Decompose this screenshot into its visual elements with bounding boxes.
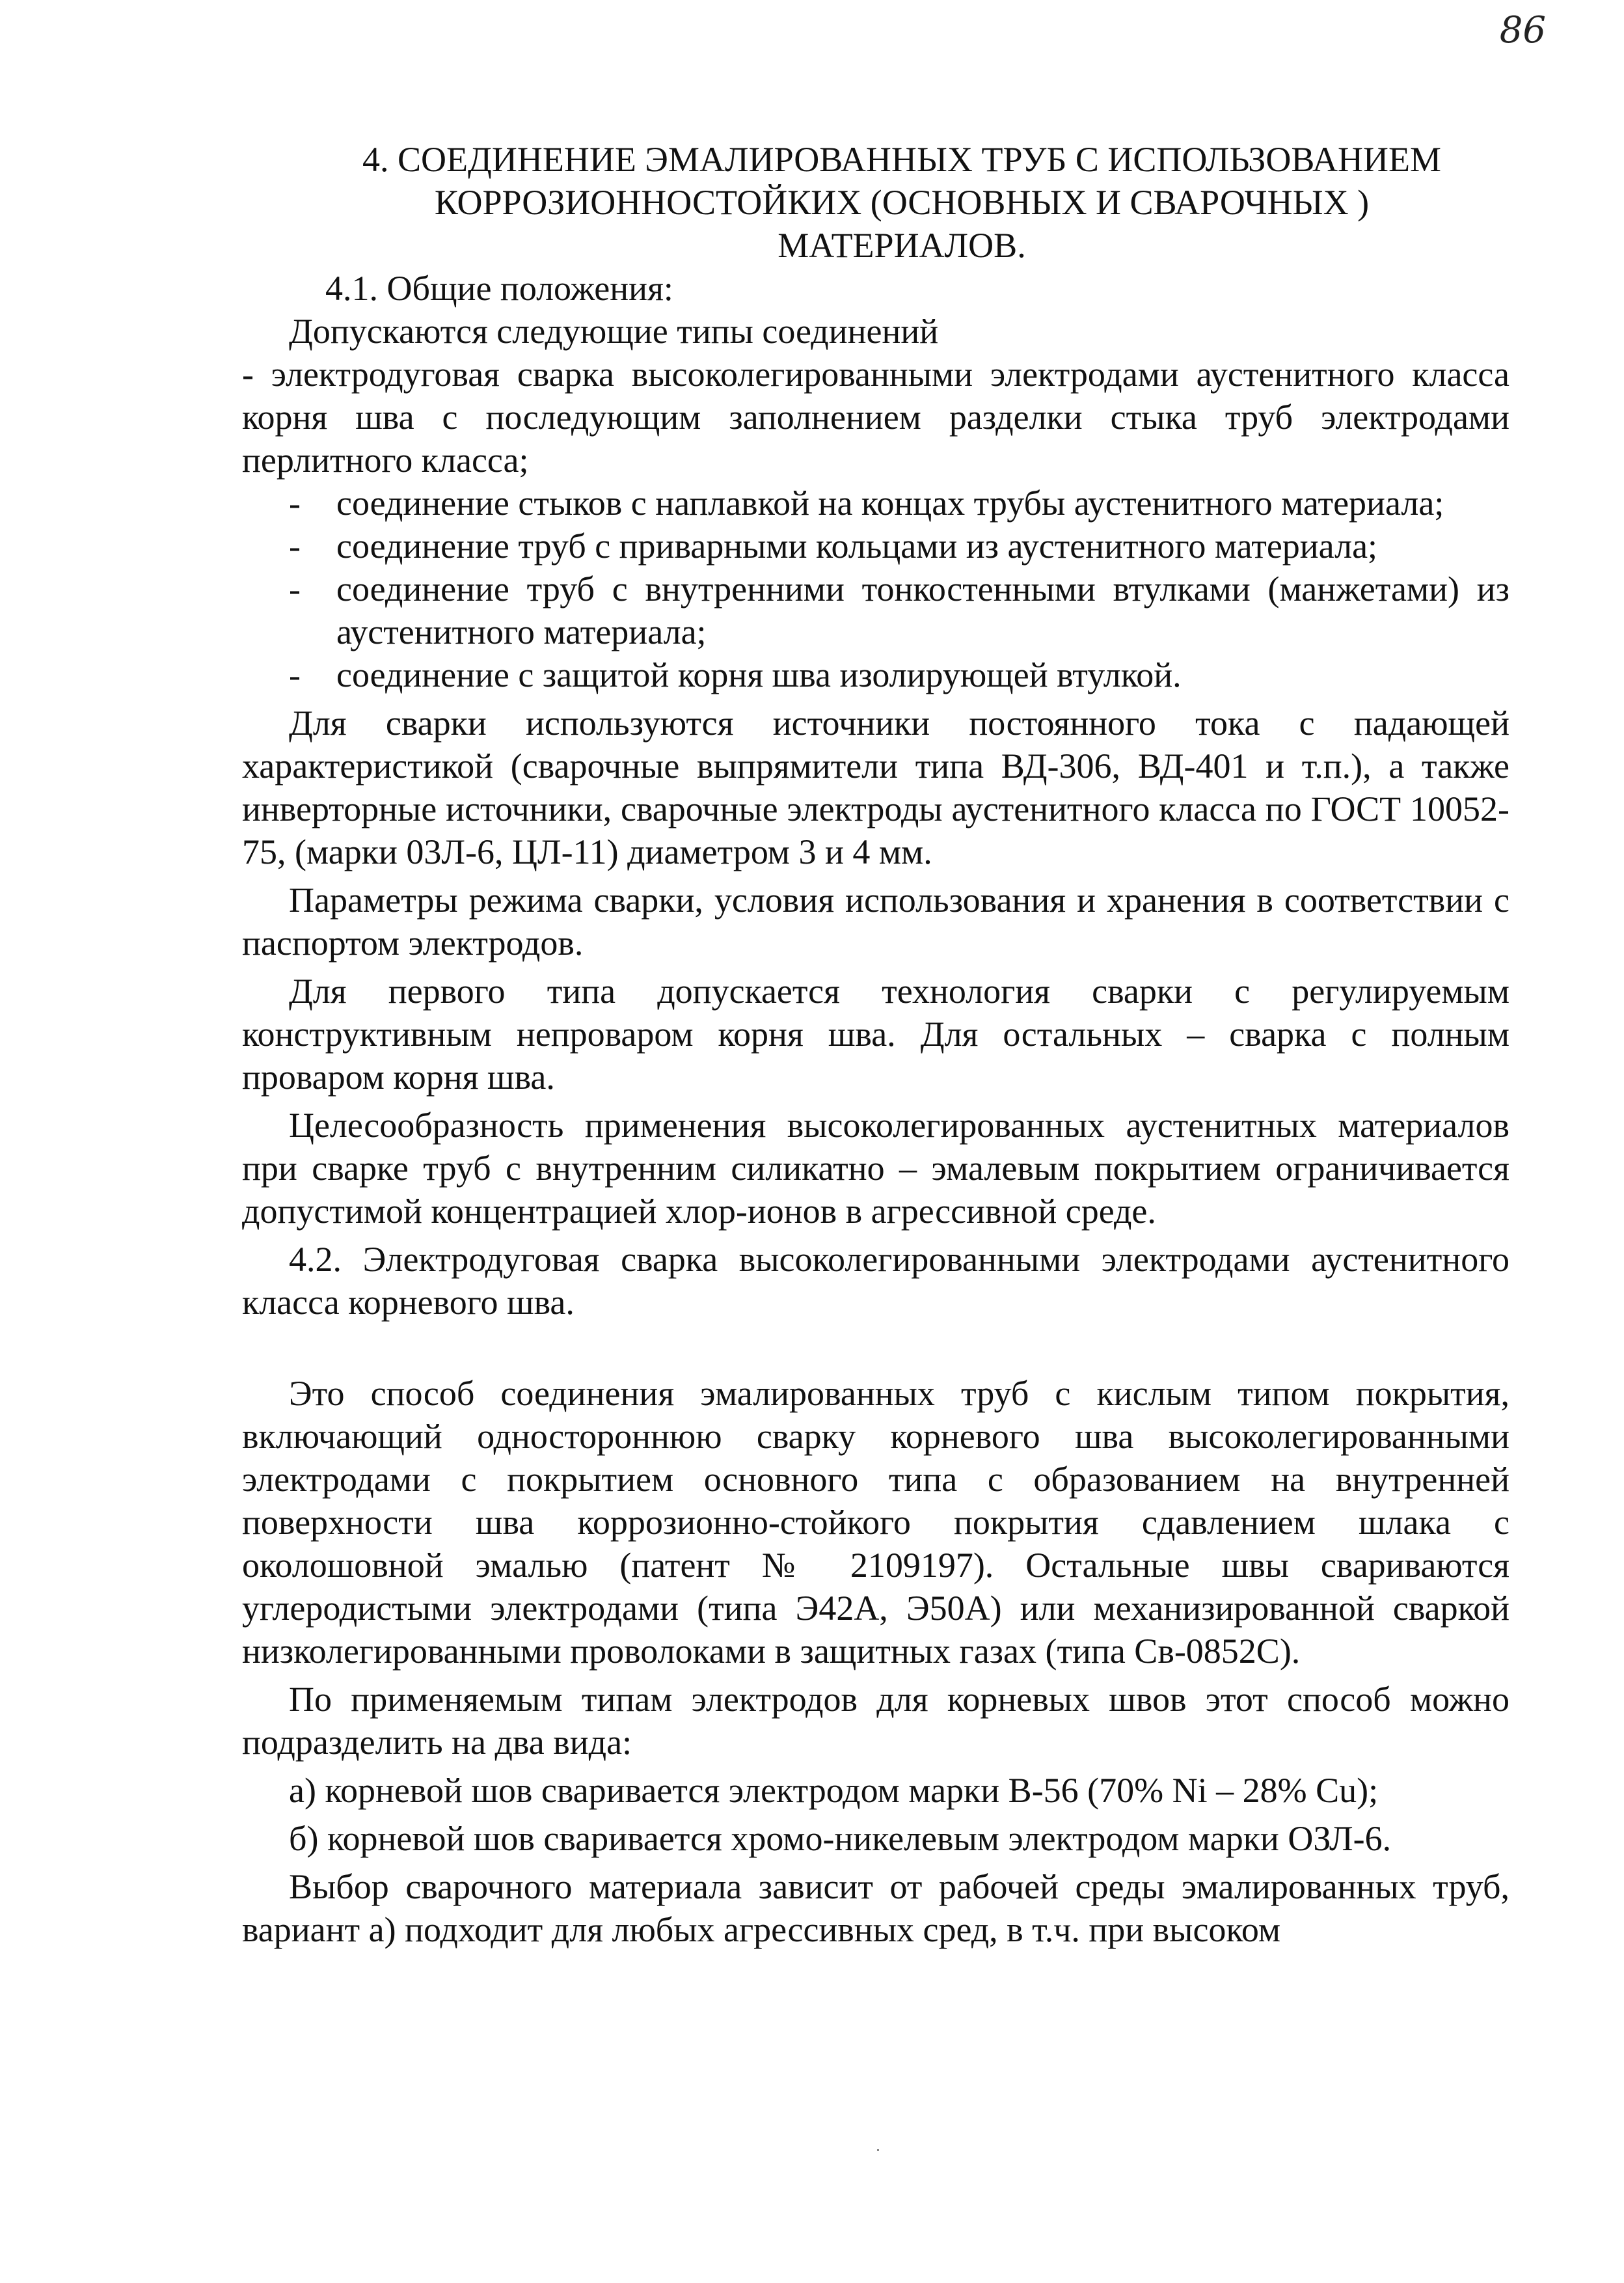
page-number: 86 [1499, 9, 1546, 51]
paragraph: Выбор сварочного материала зависит от рабочей среды эмалированных труб, вариант а) подходит для любых агрессивных сред, в т.ч. при высоком [242, 1867, 1509, 1949]
section-4-1-heading: 4.1. Общие положения: [325, 269, 673, 308]
paragraph: б) корневой шов сваривается хромо-никелевым электродом марки ОЗЛ-6. [289, 1819, 1392, 1858]
list-item-text: соединение стыков с наплавкой на концах трубы аустенитного материала; [336, 484, 1444, 523]
scan-speck [877, 2149, 879, 2151]
joint-type-item-first: - электродуговая сварка высоколегированными электродами аустенитного класса корня шва с последующим заполнением разделки стыка труб электродами перлитного класса; [242, 355, 1509, 480]
list-dash: - [289, 655, 301, 694]
title-line: 4. СОЕДИНЕНИЕ ЭМАЛИРОВАННЫХ ТРУБ С ИСПОЛЬЗОВАНИЕМ [362, 140, 1441, 179]
paragraph: По применяемым типам электродов для корневых швов этот способ можно подразделить на два вида: [242, 1680, 1509, 1762]
list-item [242, 482, 1509, 525]
list-item-text: соединение с защитой корня шва изолирующей втулкой. [336, 655, 1182, 694]
blank-line [242, 1324, 1509, 1367]
paragraph: Для первого типа допускается технология сварки с регулируемым конструктивным непроваром корня шва. Для остальных – сварка с полным проваром корня шва. [242, 972, 1509, 1097]
list-item [242, 653, 1509, 696]
paragraph: а) корневой шов сваривается электродом марки В-56 (70% Ni – 28% Cu); [289, 1771, 1379, 1810]
section-4-1-intro: Допускаются следующие типы соединений [289, 312, 939, 351]
page-content [242, 138, 1509, 1951]
list-dash: - [289, 526, 301, 566]
section-4-2-heading: 4.2. Электродуговая сварка высоколегированными электродами аустенитного класса корневого шва. [242, 1240, 1509, 1322]
title-line: КОРРОЗИОННОСТОЙКИХ (ОСНОВНЫХ И СВАРОЧНЫХ ) [434, 183, 1370, 222]
paragraph: Это способ соединения эмалированных труб с кислым типом покрытия, включающий одностороннюю сварку корневого шва высоколегированными электродами с покрытием основного типа с образованием на внутренней поверхности шва коррозионно-стойкого покрытия сдавлением шлака с околошовной эмалью (патент № 2109197). Остальные швы свариваются углеродистыми электродами (типа Э42А, Э50А) или механизированной сваркой низколегированными проволоками в защитных газах (типа Св-0852С). [242, 1374, 1509, 1671]
list-dash: - [289, 569, 301, 608]
paragraph: Целесообразность применения высоколегированных аустенитных материалов при сварке труб с внутренним силикатно – эмалевым покрытием ограничивается допустимой концентрацией хлор-ионов в агрессивной среде. [242, 1106, 1509, 1231]
list-dash: - [289, 484, 301, 523]
paragraph: Для сварки используются источники постоянного тока с падающей характеристикой (сварочные выпрямители типа ВД-306, ВД-401 и т.п.), а также инверторные источники, сварочные электроды аустенитного класса по ГОСТ 10052-75, (марки 03Л-6, ЦЛ-11) диаметром 3 и 4 мм. [242, 704, 1509, 871]
chapter-title [242, 138, 1509, 267]
list-item-text: соединение труб с внутренними тонкостенными втулками (манжетами) из аустенитного материала; [336, 569, 1509, 651]
title-line: МАТЕРИАЛОВ. [778, 226, 1026, 265]
list-item [242, 567, 1509, 653]
list-item [242, 525, 1509, 567]
paragraph: Параметры режима сварки, условия использования и хранения в соответствии с паспортом электродов. [242, 881, 1509, 963]
joint-types-list [242, 482, 1509, 696]
list-item-text: соединение труб с приварными кольцами из аустенитного материала; [336, 526, 1378, 566]
